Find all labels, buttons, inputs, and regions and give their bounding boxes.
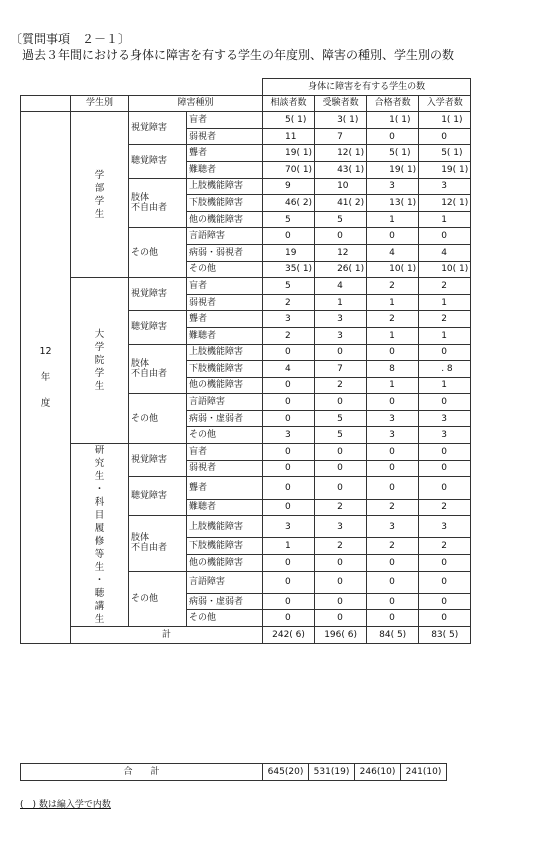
value-cell: 0 (419, 228, 471, 245)
value-cell: 0 (419, 394, 471, 411)
grand-total-cell: 241(10) (401, 764, 447, 781)
value-cell: 3 (367, 410, 419, 427)
value-cell: 2 (315, 538, 367, 555)
value-cell: 0 (419, 593, 471, 610)
value-cell: 0 (315, 555, 367, 572)
value-cell: 5 (315, 211, 367, 228)
subcategory-cell: 言語障害 (187, 228, 263, 245)
value-cell: 7 (315, 128, 367, 145)
col-disability: 障害種別 (129, 95, 263, 112)
student-type-2: 研 究 生 ・ 科 目 履 修 等 生 ・ 聴 講 生 (71, 444, 129, 627)
header-row-1 (21, 79, 471, 96)
subcategory-cell: 他の機能障害 (187, 555, 263, 572)
subcategory-cell: 他の機能障害 (187, 211, 263, 228)
value-cell: 19 (263, 244, 315, 261)
category-limb-line2: 不自由者 (131, 543, 168, 554)
category-limb-line2: 不自由者 (131, 202, 168, 213)
value-cell: 3 (263, 311, 315, 328)
value-cell: 0 (263, 460, 315, 477)
value-cell: 0 (367, 344, 419, 361)
footnote: ( ) 数は編入学で内数 (20, 800, 111, 810)
column-header: 受験者数 (315, 95, 367, 112)
value-cell: 3 (315, 311, 367, 328)
value-cell: 0 (419, 477, 471, 499)
value-cell: 2 (367, 538, 419, 555)
value-cell: 12( 1) (315, 145, 367, 162)
table-row (21, 278, 471, 295)
value-cell: 1 (367, 377, 419, 394)
value-cell: 5( 1) (419, 145, 471, 162)
value-cell: 10( 1) (419, 261, 471, 278)
value-cell: 0 (367, 128, 419, 145)
value-cell: 46( 2) (263, 195, 315, 212)
value-cell: 4 (367, 244, 419, 261)
value-cell: 0 (419, 460, 471, 477)
category-visual: 視覚障害 (129, 444, 187, 477)
value-cell: 26( 1) (315, 261, 367, 278)
value-cell: 0 (315, 593, 367, 610)
value-cell: 5( 1) (367, 145, 419, 162)
value-cell: 19( 1) (419, 161, 471, 178)
subcategory-cell: 盲者 (187, 112, 263, 129)
grand-total-cell: 531(19) (309, 764, 355, 781)
value-cell: 4 (419, 244, 471, 261)
value-cell: 1 (315, 294, 367, 311)
value-cell: 5 (263, 211, 315, 228)
value-cell: 1 (263, 538, 315, 555)
column-header: 合格者数 (367, 95, 419, 112)
subcategory-cell: 難聴者 (187, 327, 263, 344)
value-cell: 2 (419, 538, 471, 555)
value-cell: . 8 (419, 361, 471, 378)
value-cell: 0 (315, 460, 367, 477)
subcategory-cell: 盲者 (187, 278, 263, 295)
subtotal-label: 計 (71, 627, 263, 644)
subcategory-cell: その他 (187, 261, 263, 278)
value-cell: 4 (263, 361, 315, 378)
disability-table (20, 78, 471, 644)
col-student: 学生別 (71, 95, 129, 112)
value-cell: 0 (263, 499, 315, 516)
value-cell: 12( 1) (419, 195, 471, 212)
value-cell: 3 (315, 516, 367, 538)
value-cell: 0 (419, 128, 471, 145)
category-limb-line1: 肢体 (131, 358, 150, 369)
value-cell: 3 (367, 178, 419, 195)
value-cell: 2 (263, 294, 315, 311)
value-cell: 7 (315, 361, 367, 378)
value-cell: 0 (419, 610, 471, 627)
subcategory-cell: 弱視者 (187, 128, 263, 145)
value-cell: 1 (419, 211, 471, 228)
value-cell: 0 (315, 571, 367, 593)
value-cell: 0 (367, 444, 419, 461)
year-number: 12 (39, 345, 52, 357)
value-cell: 41( 2) (315, 195, 367, 212)
value-cell: 0 (263, 593, 315, 610)
value-cell: 4 (315, 278, 367, 295)
value-cell: 0 (263, 444, 315, 461)
table-row (21, 444, 471, 461)
grand-total-cell: 645(20) (263, 764, 309, 781)
grand-total-table (20, 763, 447, 781)
value-cell: 0 (367, 555, 419, 572)
table-row (21, 112, 471, 129)
value-cell: 1 (419, 377, 471, 394)
value-cell: 0 (419, 444, 471, 461)
subtotal-cell: 84( 5) (367, 627, 419, 644)
page-title: 過去３年間における身体に障害を有する学生の年度別、障害の種別、学生別の数 (22, 48, 455, 62)
value-cell: 12 (315, 244, 367, 261)
value-cell: 0 (367, 228, 419, 245)
value-cell: 1 (419, 294, 471, 311)
value-cell: 3 (367, 516, 419, 538)
value-cell: 0 (263, 571, 315, 593)
value-cell: 3 (367, 427, 419, 444)
category-visual: 視覚障害 (129, 278, 187, 311)
value-cell: 19( 1) (367, 161, 419, 178)
value-cell: 8 (367, 361, 419, 378)
category-hearing: 聴覚障害 (129, 477, 187, 516)
value-cell: 0 (315, 444, 367, 461)
value-cell: 1 (367, 211, 419, 228)
value-cell: 2 (367, 311, 419, 328)
value-cell: 3 (315, 327, 367, 344)
value-cell: 10( 1) (367, 261, 419, 278)
category-limb (129, 178, 187, 228)
subcategory-cell: その他 (187, 427, 263, 444)
value-cell: 0 (263, 610, 315, 627)
subcategory-cell: 聾者 (187, 477, 263, 499)
value-cell: 0 (315, 228, 367, 245)
value-cell: 70( 1) (263, 161, 315, 178)
subcategory-cell: 病弱・弱視者 (187, 244, 263, 261)
category-other: その他 (129, 228, 187, 278)
value-cell: 1 (419, 327, 471, 344)
value-cell: 0 (315, 610, 367, 627)
value-cell: 3 (419, 427, 471, 444)
value-cell: 0 (367, 571, 419, 593)
subcategory-cell: 上肢機能障害 (187, 178, 263, 195)
value-cell: 3 (419, 516, 471, 538)
value-cell: 3( 1) (315, 112, 367, 129)
subcategory-cell: 難聴者 (187, 499, 263, 516)
value-cell: 1( 1) (419, 112, 471, 129)
item-code: 〔質問事項 ２－１〕 (10, 32, 131, 46)
subcategory-cell: 言語障害 (187, 571, 263, 593)
year-char: 年 (40, 371, 51, 383)
value-cell: 0 (315, 477, 367, 499)
column-header: 相談者数 (263, 95, 315, 112)
value-cell: 2 (419, 278, 471, 295)
subcategory-cell: 病弱・虚弱者 (187, 593, 263, 610)
subcategory-cell: 下肢機能障害 (187, 538, 263, 555)
category-limb (129, 516, 187, 571)
value-cell: 0 (315, 344, 367, 361)
value-cell: 1 (367, 294, 419, 311)
subtotal-cell: 83( 5) (419, 627, 471, 644)
value-cell: 2 (419, 311, 471, 328)
year-char: 度 (40, 397, 51, 409)
value-cell: 2 (419, 499, 471, 516)
value-cell: 11 (263, 128, 315, 145)
category-visual: 視覚障害 (129, 112, 187, 145)
subcategory-cell: 他の機能障害 (187, 377, 263, 394)
value-cell: 13( 1) (367, 195, 419, 212)
value-cell: 10 (315, 178, 367, 195)
value-cell: 5( 1) (263, 112, 315, 129)
value-cell: 2 (367, 278, 419, 295)
column-header: 入学者数 (419, 95, 471, 112)
subcategory-cell: 上肢機能障害 (187, 516, 263, 538)
subcategory-cell: 上肢機能障害 (187, 344, 263, 361)
value-cell: 0 (263, 228, 315, 245)
value-cell: 2 (315, 377, 367, 394)
value-cell: 5 (315, 427, 367, 444)
subcategory-cell: 言語障害 (187, 394, 263, 411)
value-cell: 5 (263, 278, 315, 295)
value-cell: 3 (419, 410, 471, 427)
value-cell: 19( 1) (263, 145, 315, 162)
value-cell: 0 (367, 460, 419, 477)
value-cell: 0 (263, 410, 315, 427)
value-cell: 2 (315, 499, 367, 516)
category-limb (129, 344, 187, 394)
value-cell: 0 (263, 377, 315, 394)
subcategory-cell: 弱視者 (187, 460, 263, 477)
year-cell (21, 112, 71, 643)
value-cell: 0 (263, 477, 315, 499)
value-cell: 0 (419, 344, 471, 361)
student-type-1: 大 学 院 学 生 (71, 278, 129, 444)
subcategory-cell: 下肢機能障害 (187, 195, 263, 212)
category-limb-line1: 肢体 (131, 192, 150, 203)
student-type-0: 学 部 学 生 (71, 112, 129, 278)
subcategory-cell: その他 (187, 610, 263, 627)
value-cell: 0 (367, 477, 419, 499)
value-cell: 2 (263, 327, 315, 344)
value-cell: 2 (367, 499, 419, 516)
subtotal-cell: 196( 6) (315, 627, 367, 644)
value-cell: 0 (419, 555, 471, 572)
subcategory-cell: 病弱・虚弱者 (187, 410, 263, 427)
category-hearing: 聴覚障害 (129, 311, 187, 344)
subcategory-cell: 聾者 (187, 311, 263, 328)
subcategory-cell: 難聴者 (187, 161, 263, 178)
category-limb-line2: 不自由者 (131, 368, 168, 379)
value-cell: 3 (419, 178, 471, 195)
value-cell: 0 (263, 394, 315, 411)
subtotal-cell: 242( 6) (263, 627, 315, 644)
value-cell: 0 (367, 394, 419, 411)
subcategory-cell: 下肢機能障害 (187, 361, 263, 378)
value-cell: 5 (315, 410, 367, 427)
value-cell: 0 (263, 555, 315, 572)
subcategory-cell: 弱視者 (187, 294, 263, 311)
grand-total-label: 合 計 (21, 764, 263, 781)
subcategory-cell: 聾者 (187, 145, 263, 162)
category-hearing: 聴覚障害 (129, 145, 187, 178)
value-cell: 43( 1) (315, 161, 367, 178)
grand-total-row (21, 764, 447, 781)
value-cell: 0 (367, 593, 419, 610)
value-cell: 0 (315, 394, 367, 411)
value-cell: 1 (367, 327, 419, 344)
header-row-2 (21, 95, 471, 112)
grand-total-cell: 246(10) (355, 764, 401, 781)
value-cell: 1( 1) (367, 112, 419, 129)
category-other: その他 (129, 571, 187, 626)
value-cell: 0 (367, 610, 419, 627)
value-cell: 0 (419, 571, 471, 593)
value-cell: 3 (263, 516, 315, 538)
subtotal-row (21, 627, 471, 644)
subcategory-cell: 盲者 (187, 444, 263, 461)
value-cell: 9 (263, 178, 315, 195)
category-other: その他 (129, 394, 187, 444)
group-header: 身体に障害を有する学生の数 (263, 79, 471, 96)
value-cell: 3 (263, 427, 315, 444)
value-cell: 35( 1) (263, 261, 315, 278)
category-limb-line1: 肢体 (131, 533, 150, 544)
value-cell: 0 (263, 344, 315, 361)
